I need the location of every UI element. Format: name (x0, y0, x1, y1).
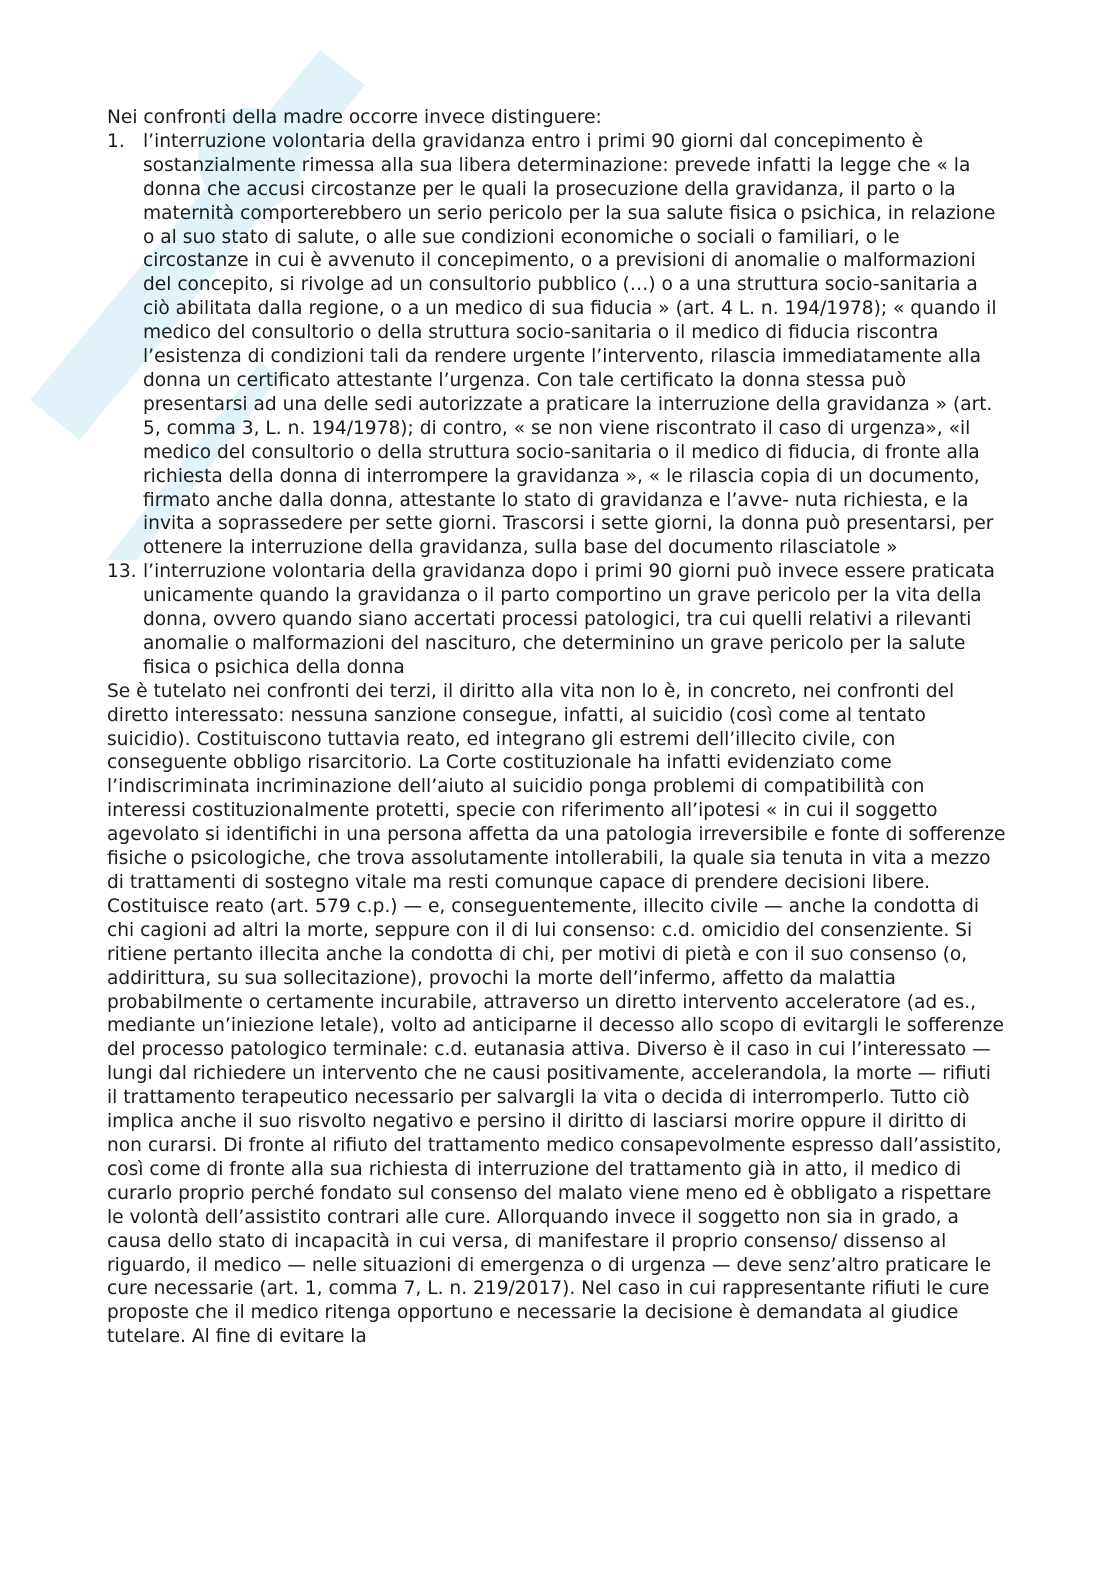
body-paragraph: Se è tutelato nei confronti dei terzi, il diritto alla vita non lo è, in concreto, nei confronti del diretto interessato: nessuna sanzione consegue, infatti, al suicidio (così come al tentato suicidio). Costituiscono tuttavia reato, ed integrano gli estremi dell’illecito civile, con conseguente obbligo risarcitorio. La Corte costituzionale ha infatti evidenziato come l’indiscriminata incriminazione dell’aiuto al suicidio ponga problemi di compatibilità con interessi costituzionalmente protetti, specie con riferimento all’ipotesi « in cui il soggetto agevolato si identifichi in una persona affetta da una patologia irreversibile e fonte di sofferenze fisiche o psicologiche, che trova assolutamente intollerabili, la quale sia tenuta in vita a mezzo di trattamenti di sostegno vitale ma resti comunque capace di prendere decisioni libere. Costituisce reato (art. 579 c.p.) — e, conseguentemente, illecito civile — anche la condotta di chi cagioni ad altri la morte, seppure con il di lui consenso: c.d. omicidio del consenziente. Si ritiene pertanto illecita anche la condotta di chi, per motivi di pietà e con il suo consenso (o, addirittura, su sua sollecitazione), provochi la morte dell’infermo, affetto da malattia probabilmente o certamente incurabile, attraverso un diretto intervento acceleratore (ad es., mediante un’iniezione letale), volto ad anticiparne il decesso allo scopo di evitargli le sofferenze del processo patologico terminale: c.d. eutanasia attiva. Diverso è il caso in cui l’interessato — lungi dal richiedere un intervento che ne causi positivamente, accelerandola, la morte — rifiuti il trattamento terapeutico necessario per salvargli la vita o decida di interromperlo. Tutto ciò implica anche il suo risvolto negativo e persino il diritto di lasciarsi morire oppure il diritto di non curarsi. Di fronte al rifiuto del trattamento medico consapevolmente espresso dall’assistito, così come di fronte alla sua richiesta di interruzione del trattamento già in atto, il medico di curarlo proprio perché fondato sul consenso del malato viene meno ed è obbligato a rispettare le volontà dell’assistito contrari alle cure. Allorquando invece il soggetto non sia in grado, a causa dello stato di incapacità in cui versa, di manifestare il proprio consenso/ dissenso al riguardo, il medico — nelle situazioni di emergenza o di urgenza — deve senz’altro praticare le cure necessarie (art. 1, comma 7, L. n. 219/2017). Nel caso in cui rappresentante rifiuti le cure proposte che il medico ritenga opportuno e necessarie la decisione è demandata al giudice tutelare. Al fine di evitare la (107, 680, 1006, 1348)
list-item-text: l’interruzione volontaria della gravidanza dopo i primi 90 giorni può invece essere praticata unicamente quando la gravidanza o il parto comportino un grave pericolo per la vita della donna, ovvero quando siano accertati processi patologici, tra cui quelli relativi a rilevanti anomalie o malformazioni del nascituro, che determinino un grave pericolo per la salute fisica o psichica della donna (143, 561, 995, 678)
list-item-number: 13. (107, 561, 137, 583)
list-item-text: l’interruzione volontaria della gravidanza entro i primi 90 giorni dal concepimento è sostanzialmente rimessa alla sua libera determinazione: prevede infatti la legge che « la donna che accusi circostanze per le quali la prosecuzione della gravidanza, il parto o la maternità comporterebbero un serio pericolo per la sua salute fisica o psichica, in relazione o al suo stato di salute, o alle sue condizioni economiche o sociali o familiari, o le circostanze in cui è avvenuto il concepimento, o a previsioni di anomalie o malformazioni del concepito, si rivolge ad un consultorio pubblico (…) o a una struttura socio-sanitaria a ciò abilitata dalla regione, o a un medico di sua fiducia » (art. 4 L. n. 194/1978); « quando il medico del consultorio o della struttura socio-sanitaria o il medico di fiducia riscontra l’esistenza di condizioni tali da rendere urgente l’intervento, rilascia immediatamente alla donna un certificato attestante l’urgenza. Con tale certificato la donna stessa può presentarsi ad una delle sedi autorizzate a praticare la interruzione della gravidanza » (art. 5, comma 3, L. n. 194/1978); di contro, « se non viene riscontrato il caso di urgenza», «il medico del consultorio o della struttura socio-sanitaria o il medico di fiducia, di fronte alla richiesta della donna di interrompere la gravidanza », « le rilascia copia di un documento, firmato anche dalla donna, attestante lo stato di gravidanza e l’avve- nuta richiesta, e la invita a soprassedere per sette giorni. Trascorsi i sette giorni, la donna può presentarsi, per ottenere la interruzione della gravidanza, sulla base del documento rilasciatole » (143, 130, 997, 559)
list-item (107, 130, 1007, 560)
document-page (107, 106, 1007, 1349)
intro-text: Nei confronti della madre occorre invece distinguere: (107, 107, 602, 128)
list-item-number: 1. (107, 130, 125, 152)
list-item (107, 560, 1007, 680)
numbered-list (107, 130, 1007, 680)
